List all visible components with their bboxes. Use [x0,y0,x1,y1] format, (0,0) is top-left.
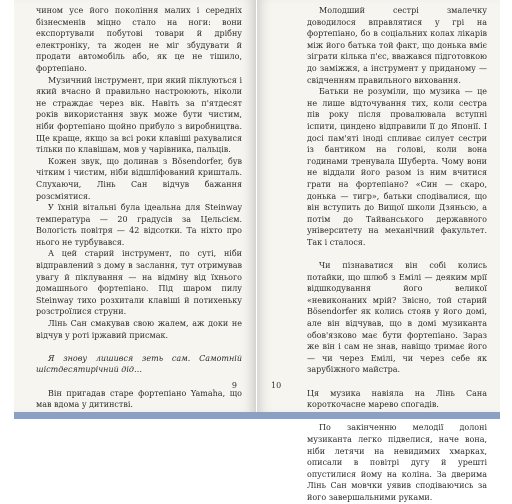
paragraph: У їхній вітальні була ідеальна для Steinway температура — 20 градусів за Цельсієм. Вологість повітря — 42 відсотки. Та ніхто про нього не турбувався. [36,203,242,247]
open-book [14,0,500,502]
paragraph: Він пригадав старе фортепіано Yamaha, що мав вдома у дитинстві. [36,388,242,410]
paragraph: Лінь Сан смакував свою жалем, аж доки не відчув у роті іржавий присмак. [36,319,242,340]
paragraph: Кожен звук, що долинав з Bösendorfer, був чітким і чистим, ніби відшліфований кришталь. Слухаючи, Лінь Сан відчув бажання розсміятися. [36,156,242,201]
paragraph: Ця музика навіяла на Лінь Сана короткочасне марево спогадів. [307,388,487,410]
paragraph: А цей старий інструмент, по суті, ніби відправлений з дому в заслання, тут отримував увагу й піклування — на відміну від їхнього домашнього фортепіано. Під шаром пилу Steinway тихо розхитали клавіші й потихеньку розстроїлися струни. [36,249,242,317]
book-cover-edge [14,412,500,419]
right-page-text [307,5,487,504]
paragraph: Музичний інструмент, при який піклуються і який вчасно й правильно настроюють, ніколи не страждає через вік. Навіть за п'ятдесят років використання звук може бути чистим, ніби фортепіано щойно прибуло з виробництва. Ще краще, якщо за всі роки клавіші рахувалися тільки по клавішам, мов у чарівника, пальців. [36,75,242,155]
page-number-right: 10 [271,381,282,390]
left-page [14,0,256,412]
right-page [257,0,500,502]
paragraph: Я знову лишився зеть сам. Самотній шістдесятирічний дід… [36,353,242,375]
paragraph: чином усе його покоління малих і середніх бізнесменів міцно стало на ноги: вони експортували побутові товари й дрібну електроніку, та жоден не міг збудувати й продати автомобіль або, як це не тішило, фортепіано. [36,6,242,73]
page-number-left: 9 [231,381,237,390]
left-page-text [36,5,242,411]
paragraph: Батьки не розуміли, що музика — це не лише відточування тих, коли сестра пів року після провалювала вступні іспити, циндено відправили її до Японії. І досі пам'яті іноді спливає силует сестри із бантиком на голові, коли вона годинами тренувала Шуберта. Чому вони не віддали його разом із ним вчитися грати на фортепіано? «Син — скаро, донька — тигр», батьки сподівалися, що він вступить до Вищої школи Дзяньсю, а потім до Тайванського державного університету на механічний факультет. Так і сталося. [307,87,487,247]
paragraph: Чи пізнаватися він собі колись потайки, що шлюб з Емілі — деяким мрії відшкодування його великої «невиконаних мрій? Звісно, той старий Bösendorfer як колись стояв у його домі, але він відчував, що в домі музиканта обов'язково має бути фортепіано. Зараз же він і сам не знав, навіщо тримає його — чи через Емілі, чи через себе як зарубіжного майстра. [307,261,487,375]
paragraph: Молодший сестрі змалечку доводилося вправлятися у грі на фортепіано, бо в соціальних колах лікарів між його батька той факт, що донька вміє зіграти кілька п'єс, вважався підготовкою до заміжжя, а інструмент у приданому — свідченням правильного виховання. [307,6,487,85]
paragraph: По закінченню мелодії долоні музиканта легко підвелися, наче вона, ніби летячи на невидимих хмарках, описали в повітрі дугу й урешті опустилися йому на коліна. За дверима Лінь Сан мовчки уявив сподіваючись за його завершальними руками. [307,423,487,502]
